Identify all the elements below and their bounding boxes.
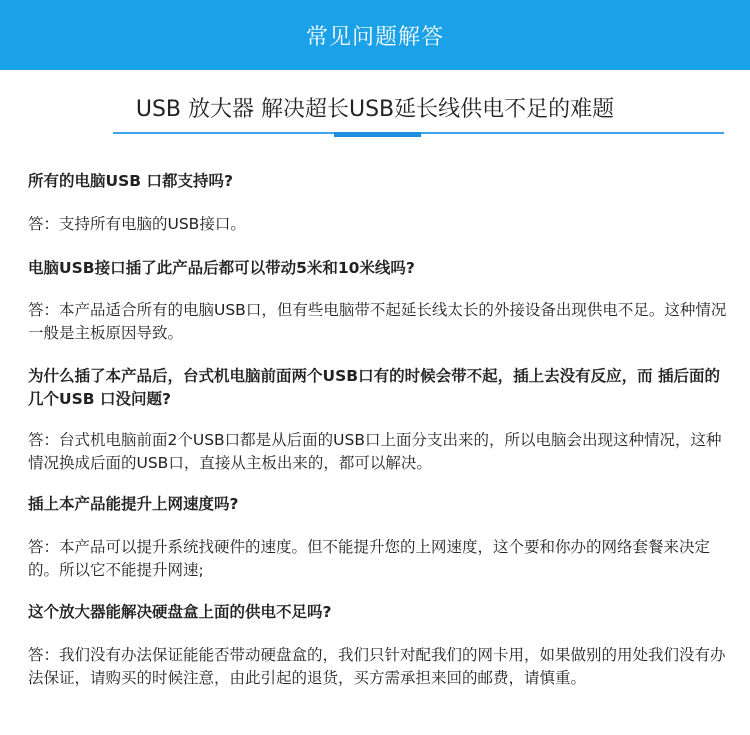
faq-answer: 答：本产品适合所有的电脑USB口，但有些电脑带不起延长线太长的外接设备出现供电不足。这种情况一般是主板原因导致。 — [28, 301, 727, 342]
faq-question: 所有的电脑USB 口都支持吗? — [28, 172, 233, 190]
header-banner — [0, 0, 750, 70]
faq-question: 插上本产品能提升上网速度吗? — [28, 495, 239, 513]
title-underline-accent — [334, 132, 421, 137]
faq-answer: 答：台式机电脑前面2个USB口都是从后面的USB口上面分支出来的，所以电脑会出现这种情况，这种情况换成后面的USB口，直接从主板出来的，都可以解决。 — [28, 431, 722, 472]
faq-question: 为什么插了本产品后，台式机电脑前面两个USB口有的时候会带不起，插上去没有反应，而 插后面的几个USB 口没问题? — [28, 367, 720, 408]
faq-answer: 答：本产品可以提升系统找硬件的速度。但不能提升您的上网速度，这个要和你办的网络套餐来决定的。所以它不能提升网速; — [28, 538, 711, 579]
section-title: USB 放大器 解决超长USB延长线供电不足的难题 — [135, 97, 615, 122]
faq-answer: 答：支持所有电脑的USB接口。 — [28, 215, 246, 233]
page-title: 常见问题解答 — [305, 24, 444, 50]
faq-answer: 答：我们没有办法保证能能否带动硬盘盒的，我们只针对配我们的网卡用，如果做别的用处我们没有办法保证，请购买的时候注意，由此引起的退货，买方需承担来回的邮费，请慎重。 — [28, 646, 726, 687]
faq-question: 电脑USB接口插了此产品后都可以带动5米和10米线吗? — [28, 259, 415, 277]
faq-question: 这个放大器能解决硬盘盒上面的供电不足吗? — [28, 603, 332, 621]
